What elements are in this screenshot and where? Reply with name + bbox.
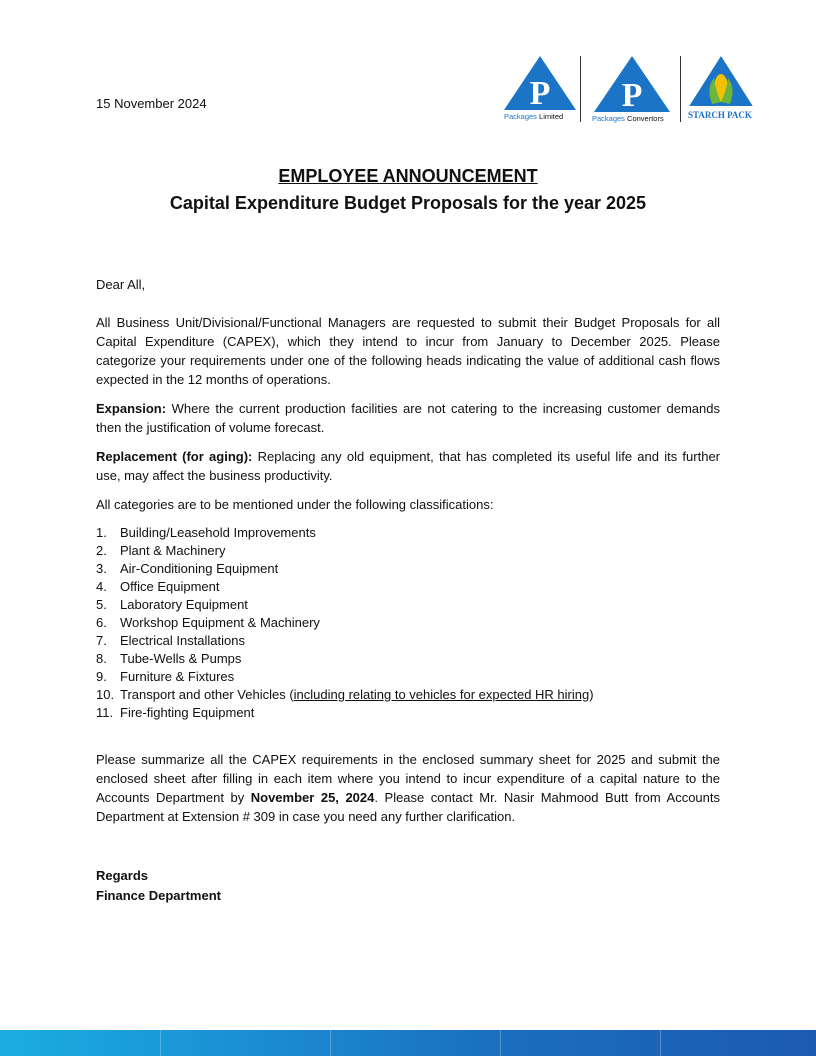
submission-deadline: November 25, 2024 (250, 790, 375, 805)
logo-caption-suffix: Convertors (624, 114, 664, 123)
list-item-number: 1. (96, 525, 107, 540)
expansion-label: Expansion: (96, 401, 167, 416)
packages-convertors-logo-icon (592, 54, 672, 114)
replacement-label: Replacement (for aging): (96, 449, 253, 464)
salutation: Dear All, (96, 277, 146, 292)
list-item-text: Fire-fighting Equipment (120, 705, 255, 720)
logo-caption-brand: Packages (592, 114, 625, 123)
list-item-number: 3. (96, 561, 107, 576)
expansion-text: Where the current production facilities are not catering to the increasing customer demands then the justification of volume forecast. (96, 401, 720, 435)
starch-pack-logo (686, 54, 756, 120)
list-item-text: Air-Conditioning Equipment (120, 561, 279, 576)
replacement-text: Replacing any old equipment, that has completed its useful life and its further use, may affect the business productivity. (96, 449, 721, 483)
list-item (96, 632, 594, 650)
list-item-number: 5. (96, 597, 107, 612)
list-item-number: 8. (96, 651, 107, 666)
list-item-text: Plant & Machinery (120, 543, 226, 558)
document-date: 15 November 2024 (96, 96, 207, 111)
list-item (96, 560, 594, 578)
footer-segment-divider (330, 1030, 331, 1056)
footer-segment-divider (660, 1030, 661, 1056)
list-item (96, 524, 594, 542)
list-item-number: 11. (96, 705, 114, 720)
list-item (96, 614, 594, 632)
starch-pack-wordmark: STARCH PACK (688, 110, 752, 120)
logo-caption-brand: Packages (504, 112, 537, 121)
footer-band (0, 1030, 816, 1056)
footer-segment-divider (500, 1030, 501, 1056)
signoff (96, 866, 221, 906)
list-item-text: Office Equipment (120, 579, 220, 594)
footer-segment-divider (160, 1030, 161, 1056)
list-item-underlined-note: including relating to vehicles for expected HR hiring (293, 687, 590, 702)
list-item (96, 542, 594, 560)
expansion-paragraph (96, 399, 720, 437)
list-item-suffix: ) (589, 687, 594, 702)
list-item-text: Workshop Equipment & Machinery (120, 615, 320, 630)
list-item-number: 10. (96, 687, 115, 702)
list-item-text: Building/Leasehold Improvements (120, 525, 316, 540)
list-item-text: Furniture & Fixtures (120, 669, 235, 684)
list-item-text: Electrical Installations (120, 633, 245, 648)
list-item-text: Laboratory Equipment (120, 597, 248, 612)
logo-divider (580, 56, 581, 122)
list-item (96, 596, 594, 614)
list-item-number: 7. (96, 633, 107, 648)
closing-paragraph (96, 750, 720, 826)
announcement-heading (0, 164, 816, 218)
list-item-number: 9. (96, 669, 107, 684)
list-item (96, 668, 594, 686)
closing-text-a: Please summarize all the CAPEX requirements in the enclosed summary sheet for 2025 and submit the enclosed sheet after filling in each item where you intend to incur expenditure of a capital nature to the Accounts Department by (96, 752, 720, 805)
list-item-number: 6. (96, 615, 107, 630)
packages-limited-logo (502, 54, 578, 121)
classifications-list (96, 524, 594, 722)
logo-divider (680, 56, 681, 122)
list-item (96, 686, 594, 704)
page-title: EMPLOYEE ANNOUNCEMENT (278, 166, 538, 186)
list-item-number: 4. (96, 579, 107, 594)
list-item (96, 650, 594, 668)
closing-text-b: . Please contact Mr. Nasir Mahmood Butt from Accounts Department at Extension # 309 in case you need any further clarification. (96, 790, 720, 824)
list-item (96, 704, 594, 722)
list-item (96, 578, 594, 596)
replacement-paragraph (96, 447, 720, 485)
classifications-intro: All categories are to be mentioned under the following classifications: (96, 497, 494, 512)
svg-text:P: P (621, 77, 643, 114)
packages-limited-logo-icon (502, 54, 578, 112)
list-item-text: Transport and other Vehicles ( (120, 687, 294, 702)
packages-convertors-logo (592, 54, 672, 123)
page-subtitle: Capital Expenditure Budget Proposals for the year 2025 (169, 193, 647, 213)
starch-pack-logo-icon (686, 54, 756, 110)
list-item-text: Tube-Wells & Pumps (120, 651, 242, 666)
sender-department: Finance Department (96, 888, 221, 903)
regards-label: Regards (96, 868, 149, 883)
svg-text:P: P (529, 75, 551, 112)
list-item-number: 2. (96, 543, 107, 558)
company-logos (500, 54, 758, 124)
intro-paragraph: All Business Unit/Divisional/Functional Managers are requested to submit their Budget Proposals for all Capital Expenditure (CAPEX), which they intend to incur from January to December 2025. Please categorize your requirements under one of the following heads indicating the value of additional cash flows expected in the 12 months of operations. (96, 315, 720, 387)
logo-caption-suffix: Limited (536, 112, 564, 121)
